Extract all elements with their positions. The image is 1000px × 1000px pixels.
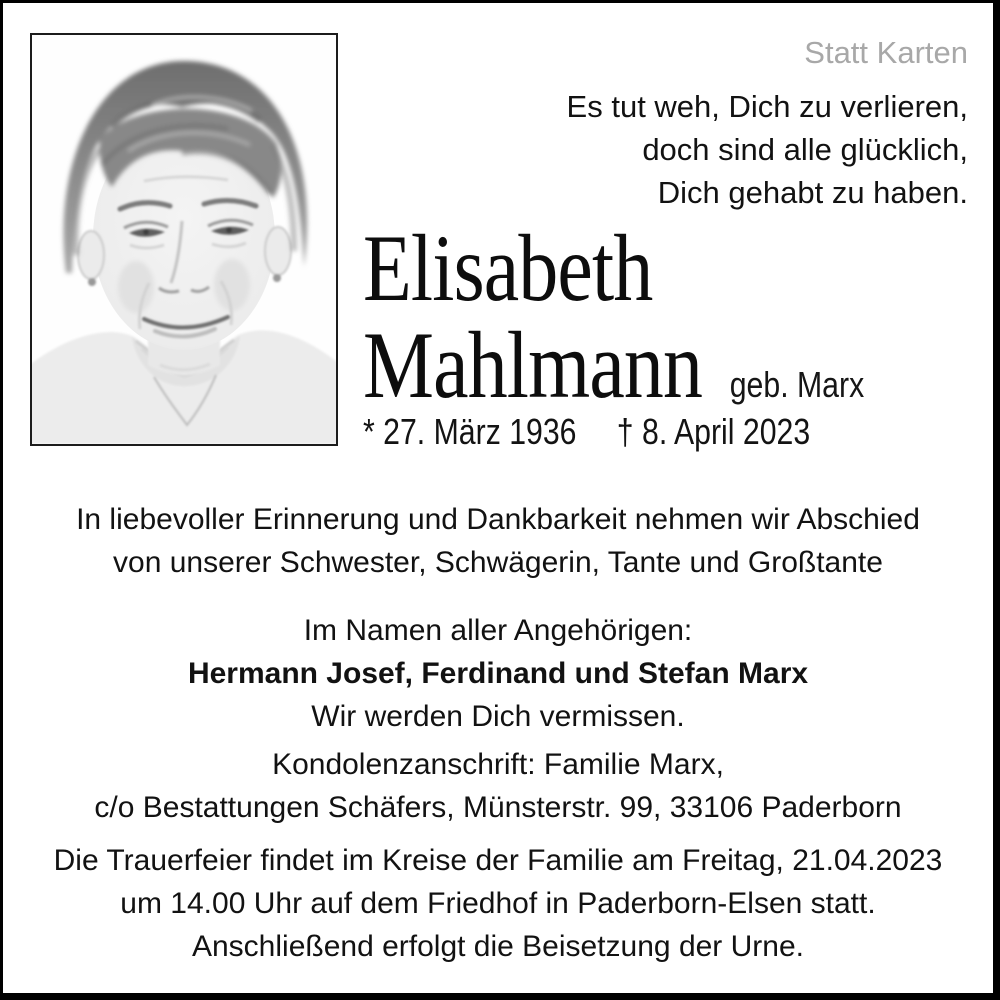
poem-line-2: doch sind alle glücklich, — [642, 132, 968, 167]
condolence-line-2: c/o Bestattungen Schäfers, Münsterstr. 99, 33106 Paderborn — [94, 791, 902, 824]
deceased-portrait-photo — [30, 33, 338, 446]
farewell-line-1: In liebevoller Erinnerung und Dankbarkeit nehmen wir Abschied — [76, 503, 920, 536]
earring-right — [273, 274, 281, 282]
portrait-illustration — [32, 35, 336, 444]
farewell-paragraph — [3, 498, 993, 584]
family-paragraph — [3, 609, 993, 738]
poem-line-1: Es tut weh, Dich zu verlieren, — [566, 89, 968, 124]
statt-karten-note: Statt Karten — [804, 35, 968, 70]
earring-left — [88, 278, 96, 286]
funeral-line-1: Die Trauerfeier findet im Kreise der Familie am Freitag, 21.04.2023 — [53, 844, 943, 877]
funeral-line-2: um 14.00 Uhr auf dem Friedhof in Paderborn-Elsen statt. — [120, 887, 876, 920]
funeral-paragraph — [3, 839, 993, 968]
death-date: † 8. April 2023 — [616, 411, 811, 452]
life-dates — [363, 411, 810, 452]
memorial-poem — [567, 85, 968, 214]
condolence-paragraph — [3, 743, 993, 829]
farewell-line-2: von unserer Schwester, Schwägerin, Tante und Großtante — [113, 546, 883, 579]
maiden-name: geb. Marx — [729, 364, 865, 405]
birth-date: * 27. März 1936 — [363, 411, 577, 452]
deceased-first-name: Elisabeth — [363, 215, 653, 321]
family-closing: Wir werden Dich vermissen. — [311, 700, 685, 733]
family-names: Hermann Josef, Ferdinand und Stefan Marx — [187, 657, 809, 690]
funeral-line-3: Anschließend erfolgt die Beisetzung der Urne. — [191, 930, 804, 963]
family-intro: Im Namen aller Angehörigen: — [303, 614, 693, 647]
deceased-last-name: Mahlmann — [363, 312, 703, 418]
condolence-line-1: Kondolenzanschrift: Familie Marx, — [272, 748, 724, 781]
deceased-name — [363, 215, 865, 433]
poem-line-3: Dich gehabt zu haben. — [657, 175, 968, 210]
